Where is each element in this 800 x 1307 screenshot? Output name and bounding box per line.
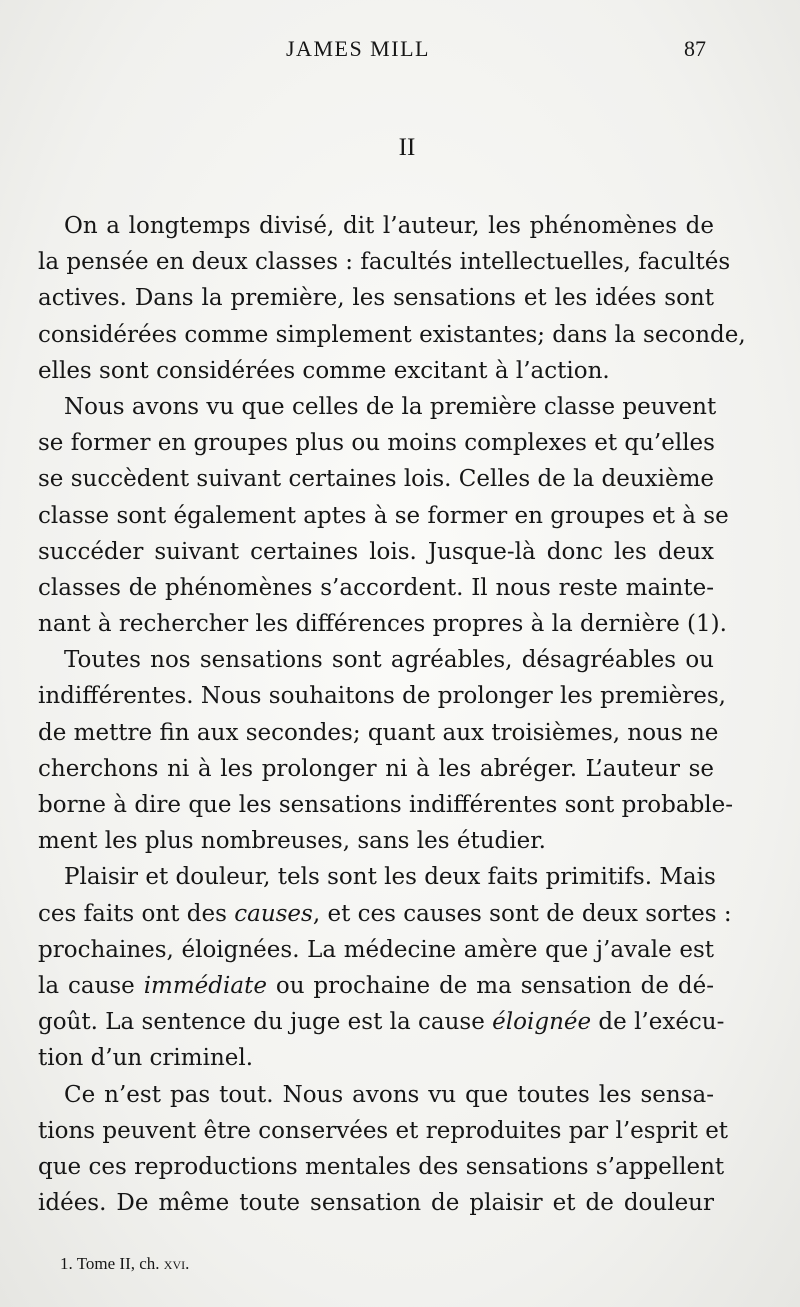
footnote-marker: 1. [60,1254,73,1273]
text-line: goût. La sentence du juge est la cause éloignée de l’exécu- [38,1009,725,1036]
text-line: Plaisir et douleur, tels sont les deux faits primitifs. Mais [64,864,716,891]
footnote [60,1254,189,1274]
text-line: tion d’un criminel. [38,1045,254,1072]
text-line: Ce n’est pas tout. Nous avons vu que toutes les sensa- [64,1081,714,1108]
text-line: idées. De même toute sensation de plaisir et de douleur [38,1190,714,1217]
text-line: la cause immédiate ou prochaine de ma sensation de dé- [38,972,714,999]
text-line: borne à dire que les sensations indifférentes sont probable- [38,792,734,818]
text-line: cherchons ni à les prolonger ni à les abréger. L’auteur se [38,755,714,782]
italic-word: causes [234,900,313,927]
text-line: indifférentes. Nous souhaitons de prolonger les premières, [38,683,726,710]
text-line: se former en groupes plus ou moins complexes et qu’elles [38,430,715,457]
footnote-chapter: xvi. [163,1254,190,1273]
text-line: Toutes nos sensations sont agréables, désagréables ou [64,647,714,674]
text-line: la pensée en deux classes : facultés intellectuelles, facultés [38,249,731,276]
italic-word: éloignée [492,1009,592,1036]
text-line: ment les plus nombreuses, sans les étudier. [38,828,546,855]
italic-word: immédiate [143,972,267,999]
text-line: On a longtemps divisé, dit l’auteur, les phénomènes de [64,213,714,239]
text-line: considérées comme simplement existantes; dans la seconde, [38,321,746,348]
text-line: se succèdent suivant certaines lois. Celles de la deuxième [38,466,714,493]
body-text [38,208,746,1221]
section-heading: II [398,134,416,161]
text-line: ces faits ont des causes, et ces causes sont de deux sortes : [38,900,732,927]
text-line: succéder suivant certaines lois. Jusque-là donc les deux [38,538,714,565]
text-line: classe sont également aptes à se former en groupes et à se [38,502,729,529]
text-line: que ces reproductions mentales des sensations s’appellent [38,1153,725,1180]
text-line: elles sont considérées comme excitant à l’action. [38,357,610,384]
running-head [0,36,800,66]
page-number: 87 [684,36,706,61]
text-line: classes de phénomènes s’accordent. Il nous reste mainte- [38,574,714,601]
text-line: nant à rechercher les différences propres à la dernière (1). [38,611,727,638]
footnote-text: Tome II, ch. [76,1254,160,1273]
text-line: prochaines, éloignées. La médecine amère que j’avale est [38,936,714,963]
running-head-title: JAMES MILL [286,36,430,61]
text-line: Nous avons vu que celles de la première classe peuvent [64,393,717,420]
text-line: de mettre fin aux secondes; quant aux troisièmes, nous ne [38,719,719,746]
text-line: actives. Dans la première, les sensations et les idées sont [38,285,714,312]
text-line: tions peuvent être conservées et reproduites par l’esprit et [38,1117,729,1144]
